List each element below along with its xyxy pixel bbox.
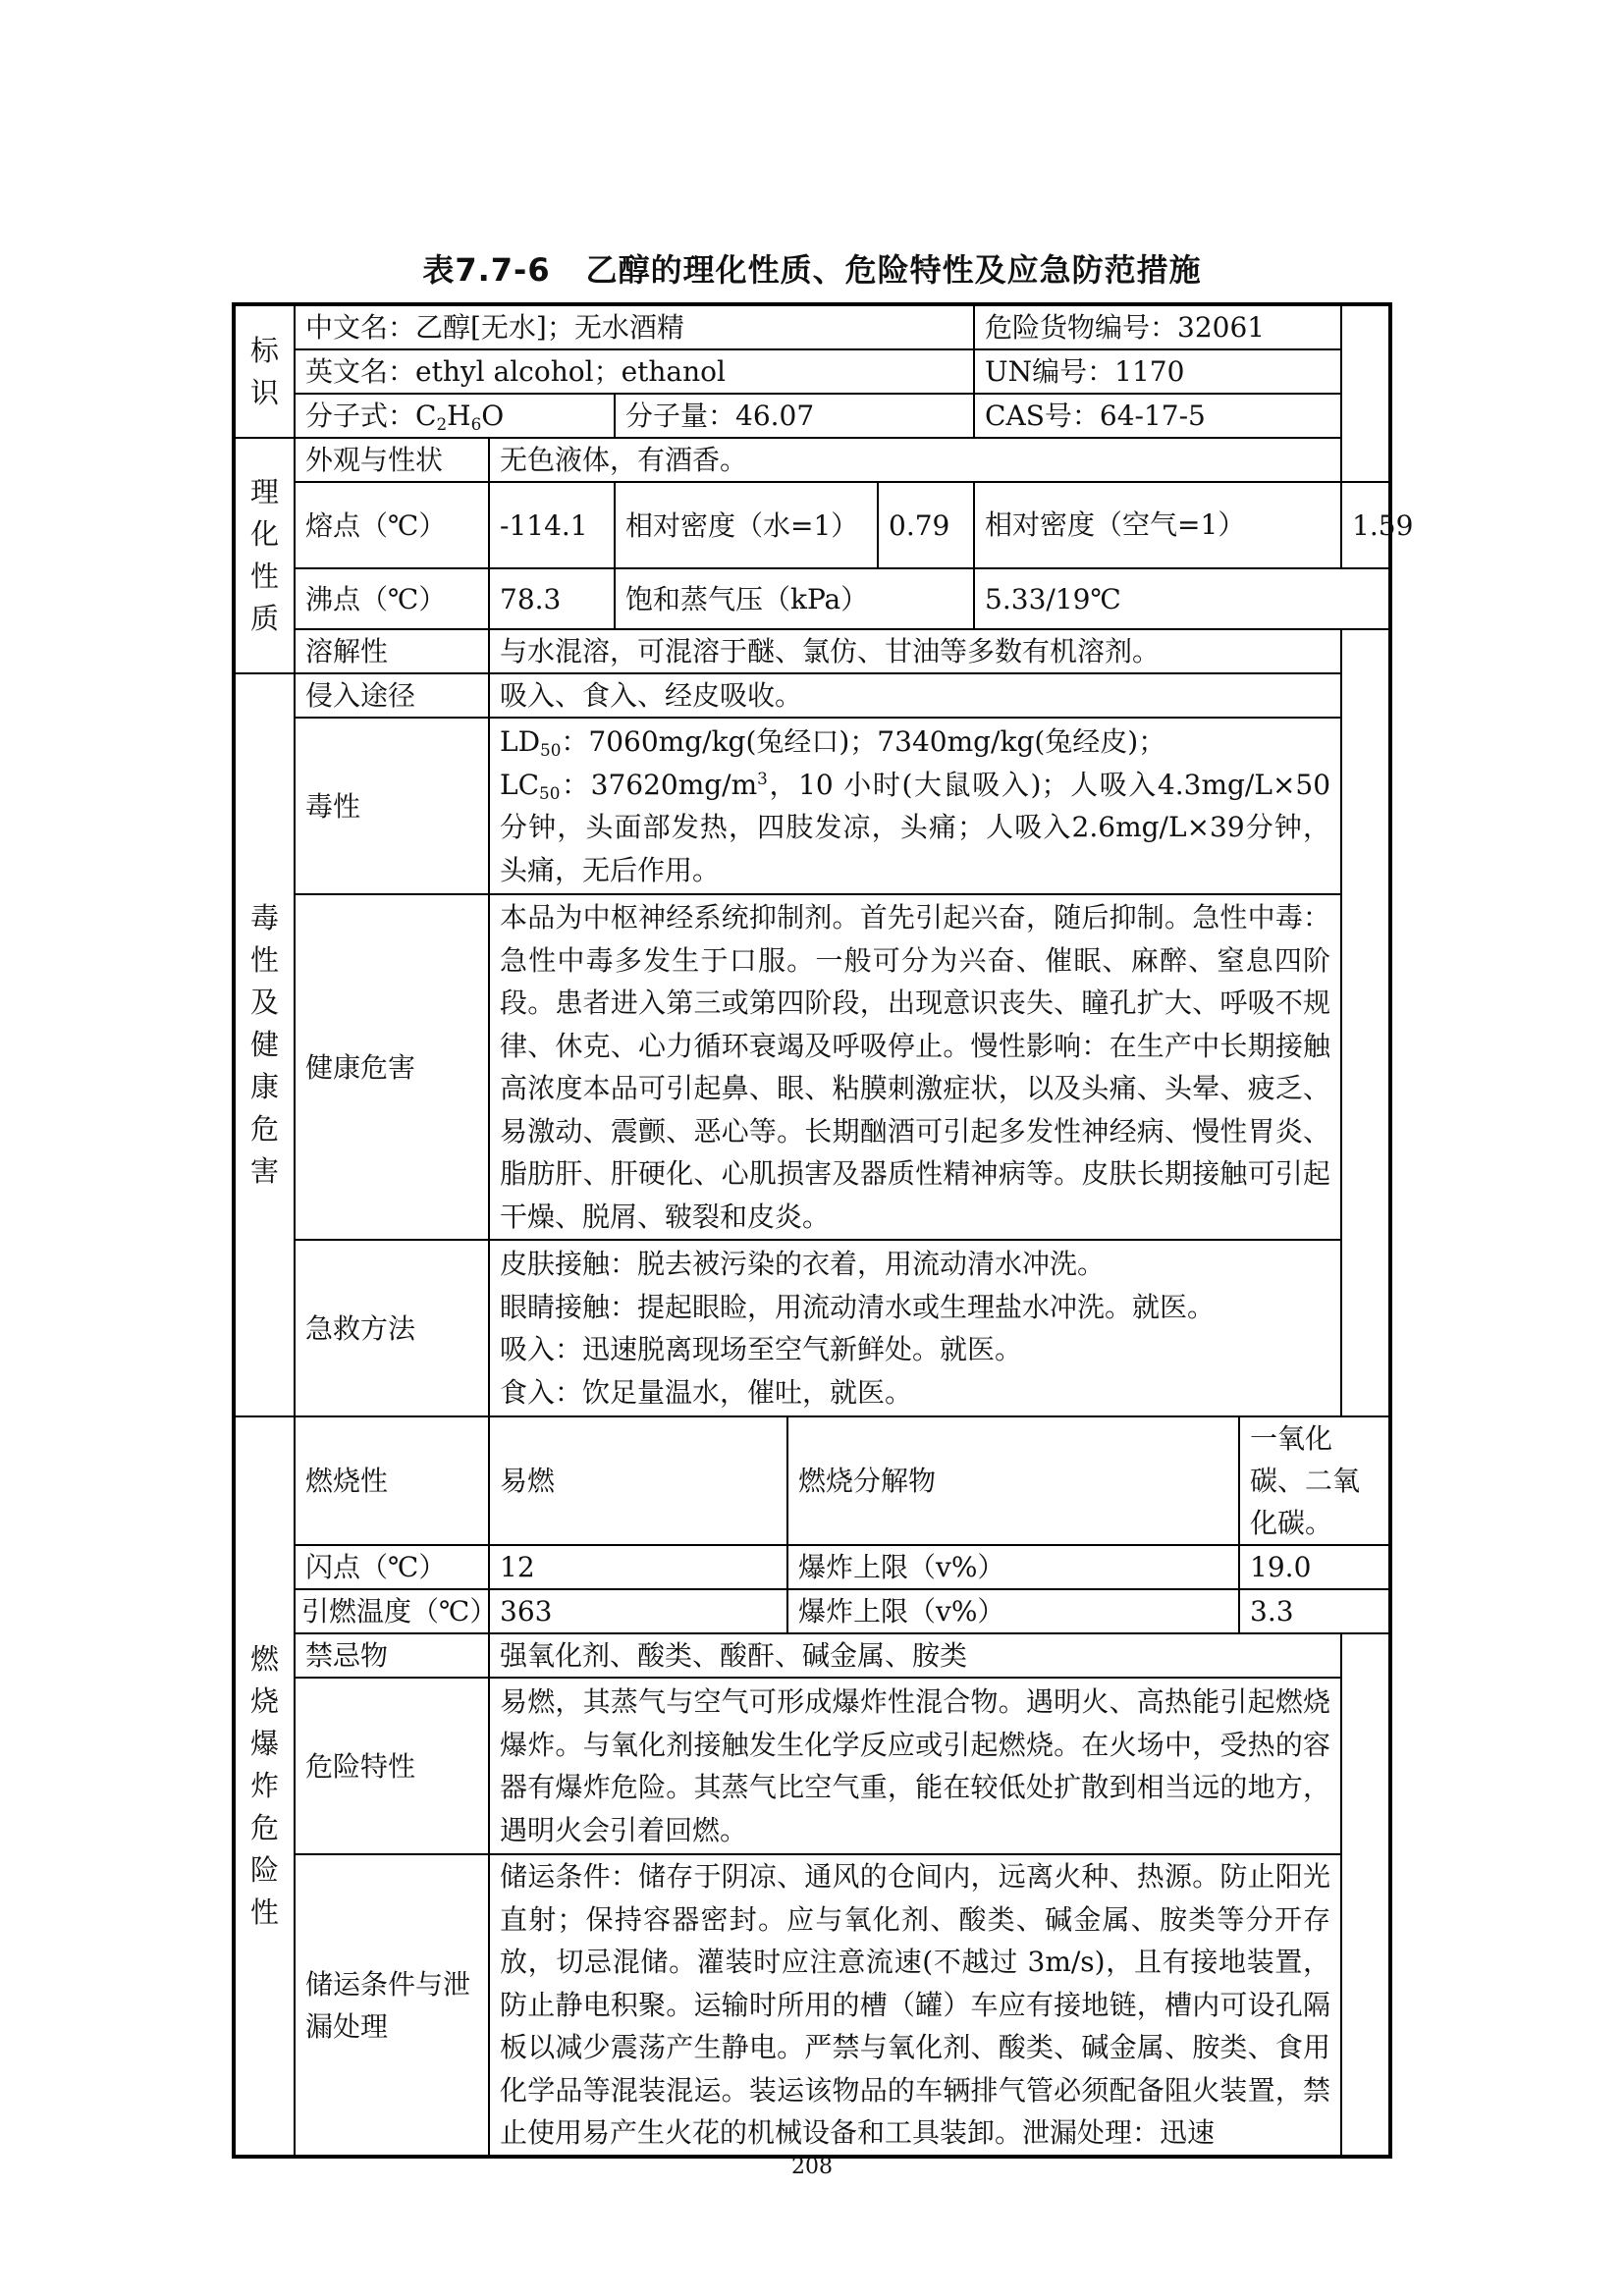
first-aid-eyes: 眼睛接触：提起眼睑，用流动清水或生理盐水冲洗。就医。 [500, 1290, 1216, 1323]
explosion-lower-value: 3.3 [1239, 1589, 1390, 1633]
first-aid-skin: 皮肤接触：脱去被污染的衣着，用流动清水冲洗。 [500, 1248, 1106, 1280]
ignition-temp-label: 引燃温度（℃） [295, 1589, 489, 1633]
section-char: 化 [249, 517, 279, 551]
storage-value: 储运条件：储存于阴凉、通风的仓间内，远离火种、热源。防止阳光直射；保持容器密封。应与氧化剂、酸类、碱金属、胺类等分开存放，切忌混储。灌装时应注意流速(不越过 3m/s)，且有接地装置，防止静电积聚。运输时所用的槽（罐）车应有接地链，槽内可设孔隔板以减少震荡产生静电。严禁与氧化剂、酸类、碱金属、胺类、食用化学品等混装混运。装运该物品的车辆排气管必须配备阻火装置，禁止使用易产生火花的机械设备和工具装卸。泄漏处理：迅速 [489, 1854, 1341, 2157]
boiling-point-label: 沸点（℃） [295, 568, 489, 629]
flash-point-value: 12 [489, 1545, 787, 1589]
hazard-characteristics-label: 危险特性 [295, 1678, 489, 1854]
ld50-line: $LD_{50}$：7060mg/kg(兔经口)；7340mg/kg(兔经皮)； [500, 725, 1166, 761]
vapor-pressure-value: 5.33/19℃ [974, 568, 1390, 629]
section-char: 害 [249, 1154, 279, 1188]
flammability-label: 燃烧性 [295, 1416, 489, 1545]
section-char: 性 [249, 943, 279, 977]
page-number: 208 [791, 2155, 833, 2179]
rel-density-air-label: 相对密度（空气=1） [974, 482, 1341, 568]
section-fire [234, 1416, 295, 2157]
rel-density-water-label: 相对密度（水=1） [615, 482, 878, 568]
chinese-name: 中文名：乙醇[无水]；无水酒精 [295, 304, 974, 349]
molecular-weight: 分子量：46.07 [615, 394, 974, 438]
section-char: 标 [249, 333, 279, 367]
section-char: 理 [249, 475, 279, 508]
section-char: 毒 [249, 901, 279, 934]
melting-point-value: -114.1 [489, 482, 615, 568]
hazard-characteristics-value: 易燃，其蒸气与空气可形成爆炸性混合物。遇明火、高热能引起燃烧爆炸。与氧化剂接触发生化学反应或引起燃烧。在火场中，受热的容器有爆炸危险。其蒸气比空气重，能在较低处扩散到相当远的地方，遇明火会引着回燃。 [489, 1678, 1341, 1854]
cas-number: CAS号：64-17-5 [974, 394, 1341, 438]
flash-point-label: 闪点（℃） [295, 1545, 489, 1589]
appearance-label: 外观与性状 [295, 438, 489, 482]
section-char: 炸 [249, 1769, 279, 1802]
section-identify [234, 304, 295, 438]
hazard-goods-number: 危险货物编号：32061 [974, 304, 1341, 349]
section-char: 危 [249, 1112, 279, 1146]
section-char: 爆 [249, 1727, 279, 1760]
section-char: 危 [249, 1811, 279, 1844]
boiling-point-value: 78.3 [489, 568, 615, 629]
page-title [0, 245, 1624, 291]
rel-density-air-value: 1.59 [1341, 482, 1390, 568]
solubility-label: 溶解性 [295, 629, 489, 673]
health-hazard-label: 健康危害 [295, 894, 489, 1240]
toxicity-label: 毒性 [295, 718, 489, 894]
flammability-value: 易燃 [489, 1416, 787, 1545]
lc50-line: $LC_{50}$：$37620mg/m^3$，10 小时(大鼠吸入)；人吸入4.3mg/L×50分钟，头面部发热，四肢发凉，头痛；人吸入2.6mg/L×39分钟，头痛，无后作用。 [500, 768, 1331, 886]
english-name: 英文名：ethyl alcohol；ethanol [295, 349, 974, 394]
storage-label: 储运条件与泄漏处理 [295, 1854, 489, 2157]
explosion-upper-value: 19.0 [1239, 1545, 1390, 1589]
first-aid-ingestion: 食入：饮足量温水，催吐，就医。 [500, 1375, 913, 1409]
first-aid-inhalation: 吸入：迅速脱离现场至空气新鲜处。就医。 [500, 1333, 1023, 1365]
section-char: 险 [249, 1853, 279, 1887]
section-char: 质 [249, 602, 279, 635]
ignition-temp-value: 363 [489, 1589, 787, 1633]
explosion-upper-label: 爆炸上限（v%） [787, 1545, 1239, 1589]
table-number: 表7.7-6 [422, 251, 551, 289]
melting-point-label: 熔点（℃） [295, 482, 489, 568]
molecular-formula: 分子式：$C_2H_6O$ [295, 394, 615, 438]
un-number: UN编号：1170 [974, 349, 1341, 394]
vapor-pressure-label: 饱和蒸气压（kPa） [615, 568, 974, 629]
explosion-lower-label: 爆炸上限（v%） [787, 1589, 1239, 1633]
appearance-value: 无色液体，有酒香。 [489, 438, 1341, 482]
incompatible-label: 禁忌物 [295, 1633, 489, 1678]
msds-table [232, 302, 1414, 2159]
section-physchem [234, 438, 295, 673]
section-char: 性 [249, 1896, 279, 1929]
first-aid-label: 急救方法 [295, 1240, 489, 1416]
first-aid-value [489, 1240, 1341, 1416]
section-char: 烧 [249, 1684, 279, 1718]
section-char: 燃 [249, 1642, 279, 1676]
exposure-route-label: 侵入途径 [295, 673, 489, 718]
rel-density-water-value: 0.79 [878, 482, 974, 568]
table-title: 乙醇的理化性质、危险特性及应急防范措施 [585, 251, 1202, 289]
solubility-value: 与水混溶，可混溶于醚、氯仿、甘油等多数有机溶剂。 [489, 629, 1341, 673]
section-char: 性 [249, 560, 279, 593]
health-hazard-value: 本品为中枢神经系统抑制剂。首先引起兴奋，随后抑制。急性中毒：急性中毒多发生于口服。一般可分为兴奋、催眠、麻醉、窒息四阶段。患者进入第三或第四阶段，出现意识丧失、瞳孔扩大、呼吸不规律、休克、心力循环衰竭及呼吸停止。慢性影响：在生产中长期接触高浓度本品可引起鼻、眼、粘膜刺激症状，以及头痛、头晕、疲乏、易激动、震颤、恶心等。长期酗酒可引起多发性神经病、慢性胃炎、脂肪肝、肝硬化、心肌损害及器质性精神病等。皮肤长期接触可引起干燥、脱屑、皲裂和皮炎。 [489, 894, 1341, 1240]
section-char: 识 [249, 375, 279, 409]
toxicity-value [489, 718, 1341, 894]
incompatible-value: 强氧化剂、酸类、酸酐、碱金属、胺类 [489, 1633, 1341, 1678]
section-toxicity [234, 673, 295, 1416]
decomposition-value: 一氧化碳、二氧化碳。 [1239, 1416, 1390, 1545]
section-char: 康 [249, 1070, 279, 1103]
exposure-route-value: 吸入、食入、经皮吸收。 [489, 673, 1341, 718]
decomposition-label: 燃烧分解物 [787, 1416, 1239, 1545]
section-char: 健 [249, 1028, 279, 1061]
section-char: 及 [249, 986, 279, 1019]
